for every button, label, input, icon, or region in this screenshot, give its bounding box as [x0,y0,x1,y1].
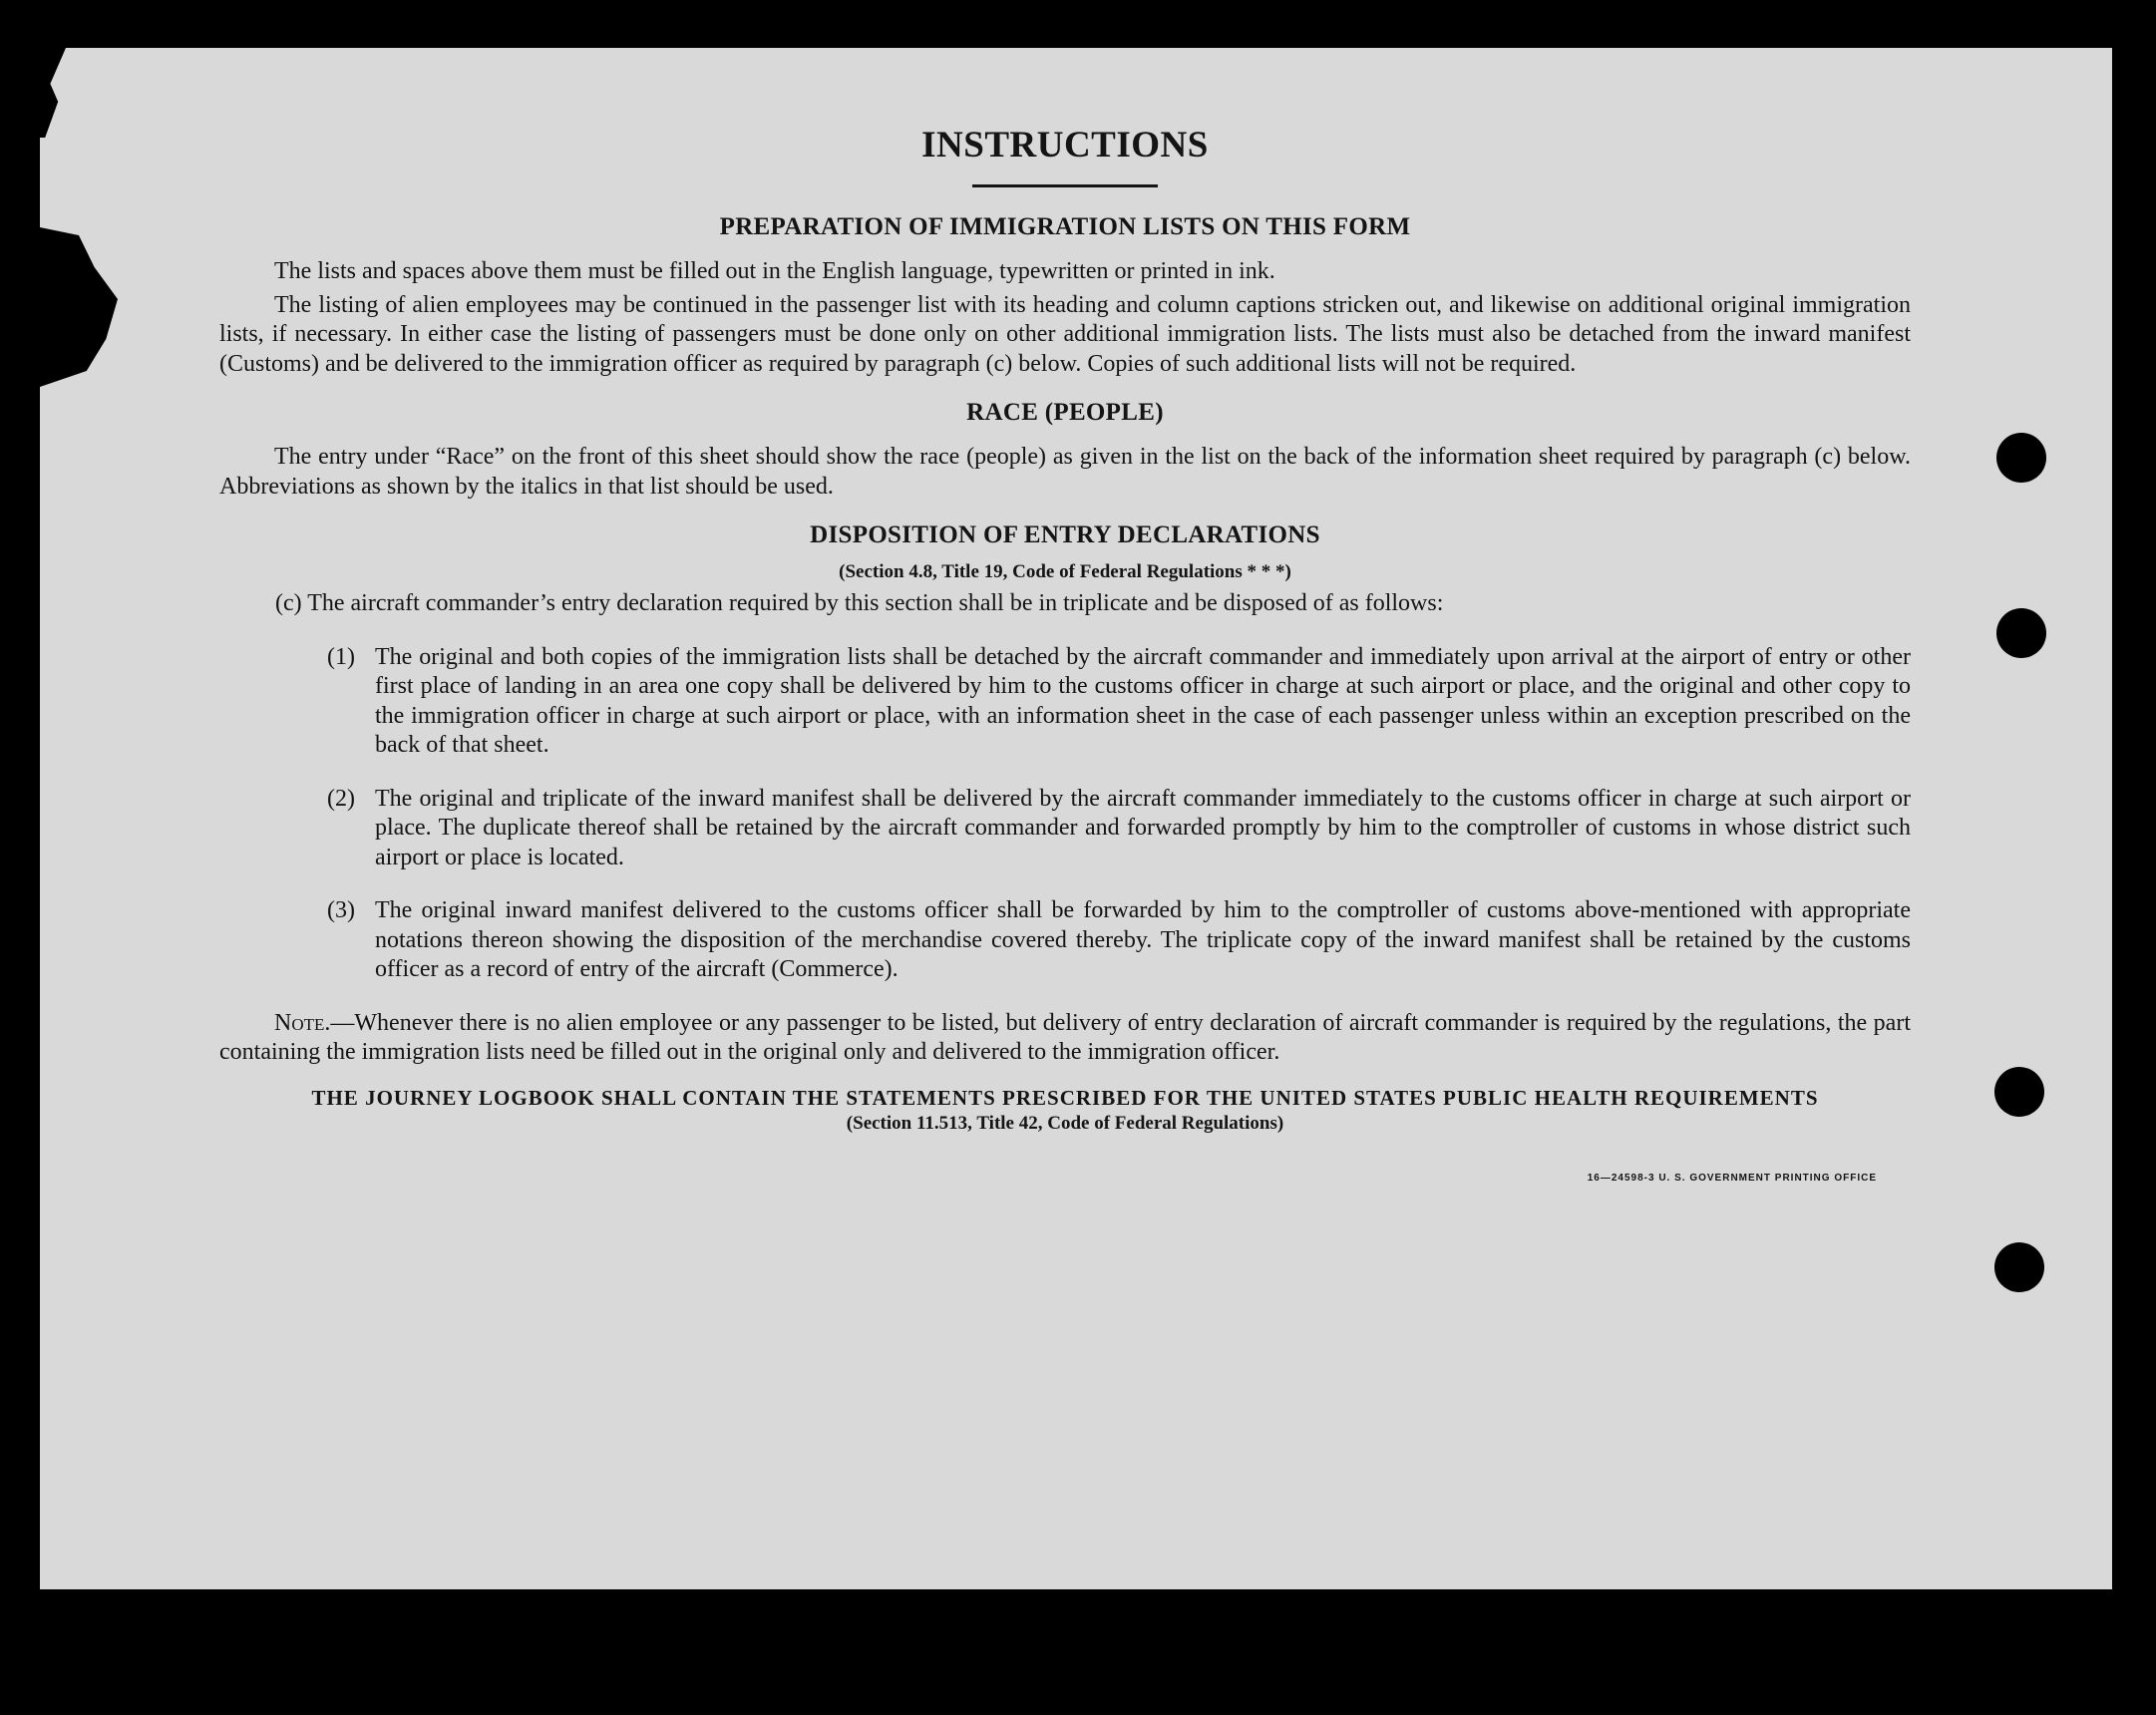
item-number: (3) [327,897,355,923]
disposition-c-paragraph: (c) The aircraft commander’s entry declaration required by this section shall be in triplicate and be disposed of as follows: [275,590,1444,616]
item-text: The original and both copies of the immigration lists shall be detached by the aircraft commander and immediately upon arrival at the airport of entry or other first place of landing in an area one copy shall be delivered by him to the customs officer in charge at such airport or place, and the original and other copy to the immigration officer in charge at such airport or place, with an information sheet in the case of each passenger unless within an exception prescribed on the back of that sheet. [375,643,1911,758]
page-title: INSTRUCTIONS [921,125,1209,166]
punch-hole [1996,608,2046,658]
disposition-citation: (Section 4.8, Title 19, Code of Federal Regulations * * *) [839,561,1291,582]
punch-hole [1996,433,2046,483]
prep-paragraph-2: The listing of alien employees may be continued in the passenger list with its heading and column captions stricken out, and likewise on additional original immigration lists, if necessary. In either case the listing of passengers must be done only on other additional immigration lists. The lists must also be detached from the inward manifest (Customs) and be delivered to the immigration officer as required by paragraph (c) below. Copies of such additional lists will not be required. [219,291,1911,377]
disposition-heading: DISPOSITION OF ENTRY DECLARATIONS [810,521,1320,548]
list-item [327,896,1911,985]
list-item [327,785,1911,873]
note-paragraph [219,1009,1911,1068]
title-underline [972,184,1158,187]
item-number: (1) [327,643,355,670]
document-content [219,124,1911,1184]
journey-logbook-line: THE JOURNEY LOGBOOK SHALL CONTAIN THE STATEMENTS PRESCRIBED FOR THE UNITED STATES PUBLIC HEALTH REQUIREMENTS [311,1085,1819,1110]
prep-paragraph-1: The lists and spaces above them must be filled out in the English language, typewritten or printed in ink. [274,258,1275,284]
torn-edge [40,227,118,387]
prep-heading: PREPARATION OF IMMIGRATION LISTS ON THIS FORM [719,213,1411,240]
document-sheet [40,48,2112,1589]
journey-logbook-citation: (Section 11.513, Title 42, Code of Federal Regulations) [846,1112,1284,1134]
printing-office-imprint: 16—24598-3 U. S. GOVERNMENT PRINTING OFFICE [1587,1172,1877,1184]
torn-edge [40,48,66,138]
race-paragraph: The entry under “Race” on the front of this sheet should show the race (people) as given in the list on the back of the information sheet required by paragraph (c) below. Abbreviations as shown by the italics in that list should be used. [219,444,1911,500]
note-text: —Whenever there is no alien employee or any passenger to be listed, but delivery of entry declaration of aircraft commander is required by the regulations, the part containing the immigration lists need be filled out in the original only and delivered to the immigration officer. [219,1009,1911,1065]
item-text: The original and triplicate of the inward manifest shall be delivered by the aircraft commander immediately to the customs officer in charge at such airport or place. The duplicate thereof shall be retained by the aircraft commander and forwarded promptly by him to the comptroller of customs in whose district such airport or place is located. [375,785,1911,870]
item-text: The original inward manifest delivered to the customs officer shall be forwarded by him to the comptroller of customs above-mentioned with appropriate notations thereon showing the disposition of the merchandise covered thereby. The triplicate copy of the inward manifest shall be retained by the customs officer as a record of entry of the aircraft (Commerce). [375,897,1911,982]
note-label: Note. [274,1009,331,1036]
punch-hole [1994,1242,2044,1292]
list-item [327,643,1911,761]
race-heading: RACE (PEOPLE) [966,399,1164,426]
punch-hole [1994,1067,2044,1117]
item-number: (2) [327,785,355,812]
